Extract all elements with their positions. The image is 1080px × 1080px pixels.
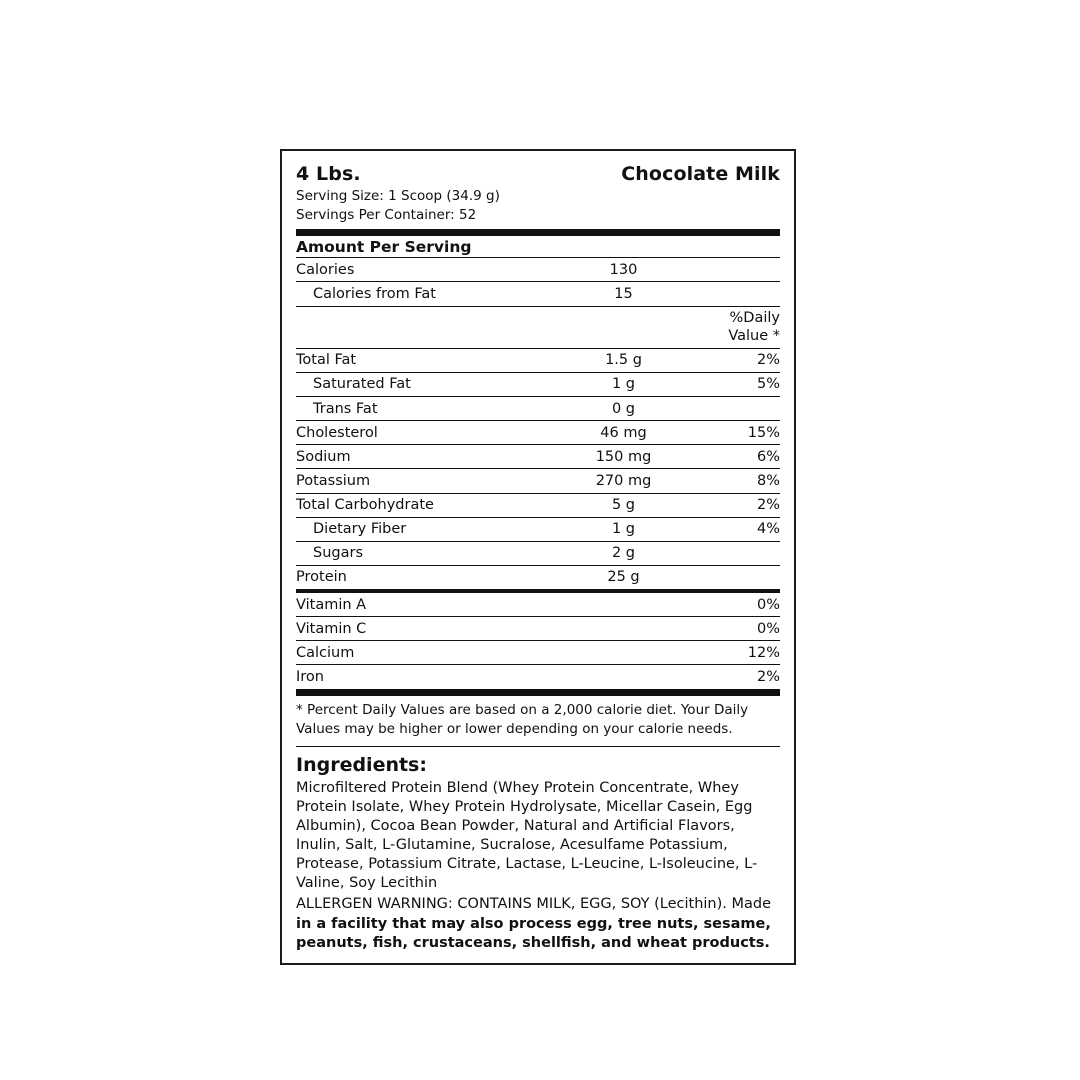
vitamin-dv: 12% (706, 641, 780, 665)
nutrient-name: Sodium (296, 445, 541, 469)
nutrient-value: 5 g (541, 493, 706, 517)
vitamin-dv: 0% (706, 617, 780, 641)
nutrient-value: 46 mg (541, 421, 706, 445)
nutrient-name: Sugars (296, 541, 541, 565)
nutrient-dv: 15% (706, 421, 780, 445)
nutrient-value: 150 mg (541, 445, 706, 469)
vitamin-value (541, 593, 706, 617)
nutrient-name: Total Fat (296, 348, 541, 372)
table-row (296, 541, 780, 565)
table-row (296, 469, 780, 493)
nutrient-dv: 2% (706, 493, 780, 517)
nutrition-table-main (296, 258, 780, 593)
nutrition-facts-panel (280, 149, 796, 965)
spacer-cell (296, 306, 541, 348)
table-row (296, 593, 780, 617)
nutrient-value: 25 g (541, 565, 706, 591)
nutrient-dv: 5% (706, 372, 780, 396)
nutrient-name: Total Carbohydrate (296, 493, 541, 517)
nutrient-name: Protein (296, 565, 541, 591)
nutrient-dv (706, 541, 780, 565)
spacer-cell (541, 306, 706, 348)
vitamin-value (541, 665, 706, 689)
table-row (296, 348, 780, 372)
table-row (296, 517, 780, 541)
nutrient-dv: 8% (706, 469, 780, 493)
vitamin-name: Vitamin C (296, 617, 541, 641)
table-row (296, 258, 780, 282)
nutrient-dv (706, 397, 780, 421)
nutrition-table-vitamins (296, 593, 780, 689)
vitamin-name: Calcium (296, 641, 541, 665)
nutrient-name: Calories from Fat (296, 282, 541, 306)
divider-thick-bottom (296, 689, 780, 696)
nutrient-dv: 2% (706, 348, 780, 372)
nutrient-value: 2 g (541, 541, 706, 565)
product-flavor: Chocolate Milk (621, 163, 780, 185)
divider-thick-top (296, 229, 780, 236)
table-row (296, 493, 780, 517)
nutrient-value: 1 g (541, 517, 706, 541)
nutrient-name: Saturated Fat (296, 372, 541, 396)
table-row (296, 665, 780, 689)
amount-per-serving-heading: Amount Per Serving (296, 238, 472, 257)
nutrient-dv: 6% (706, 445, 780, 469)
nutrient-dv (706, 258, 780, 282)
table-row (296, 617, 780, 641)
ingredients-heading: Ingredients: (296, 753, 427, 776)
nutrient-name: Potassium (296, 469, 541, 493)
nutrient-name: Cholesterol (296, 421, 541, 445)
servings-per-container: Servings Per Container: 52 (296, 207, 477, 224)
table-row (296, 565, 780, 591)
table-row (296, 397, 780, 421)
serving-size: Serving Size: 1 Scoop (34.9 g) (296, 188, 500, 204)
nutrient-value: 1 g (541, 372, 706, 396)
vitamin-name: Vitamin A (296, 593, 541, 617)
vitamin-dv: 0% (706, 593, 780, 617)
vitamin-value (541, 617, 706, 641)
daily-value-header-row (296, 306, 780, 348)
ingredients-text: Microfiltered Protein Blend (Whey Protein Concentrate, Whey Protein Isolate, Whey Protein Hydrolysate, Micellar Casein, Egg Albumin), Cocoa Bean Powder, Natural and Artificial Flavors, Inulin, Salt, L-Glutamine, Sucralose, Acesulfame Potassium, Protease, Potassium Citrate, Lactase, L-Leucine, L-Isoleucine, L-Valine, Soy Lecithin (296, 779, 758, 892)
label-header (296, 163, 780, 187)
table-row (296, 641, 780, 665)
table-row (296, 372, 780, 396)
nutrient-value: 130 (541, 258, 706, 282)
nutrient-name: Calories (296, 258, 541, 282)
table-row (296, 282, 780, 306)
nutrient-dv: 4% (706, 517, 780, 541)
vitamin-dv: 2% (756, 668, 780, 685)
nutrient-value: 1.5 g (541, 348, 706, 372)
table-row (296, 445, 780, 469)
package-weight: 4 Lbs. (296, 163, 361, 185)
vitamin-name: Iron (296, 668, 324, 685)
nutrient-dv (706, 565, 780, 591)
allergen-warning (296, 893, 780, 952)
nutrient-value: 15 (541, 282, 706, 306)
nutrient-name: Dietary Fiber (296, 517, 541, 541)
table-row (296, 421, 780, 445)
nutrient-value: 270 mg (541, 469, 706, 493)
vitamin-value (541, 641, 706, 665)
nutrient-name: Trans Fat (296, 397, 541, 421)
daily-value-header: %Daily Value * (706, 306, 780, 348)
allergen-warning-lead: ALLERGEN WARNING: CONTAINS MILK, EGG, SOY (Lecithin). Made (296, 896, 772, 913)
allergen-warning-rest: in a facility that may also process egg, tree nuts, sesame, peanuts, fish, crustaceans, shellfish, and wheat products. (296, 915, 771, 951)
nutrient-value: 0 g (541, 397, 706, 421)
daily-value-footnote: * Percent Daily Values are based on a 2,000 calorie diet. Your Daily Values may be higher or lower depending on your calorie needs. (296, 696, 780, 747)
nutrient-dv (706, 282, 780, 306)
